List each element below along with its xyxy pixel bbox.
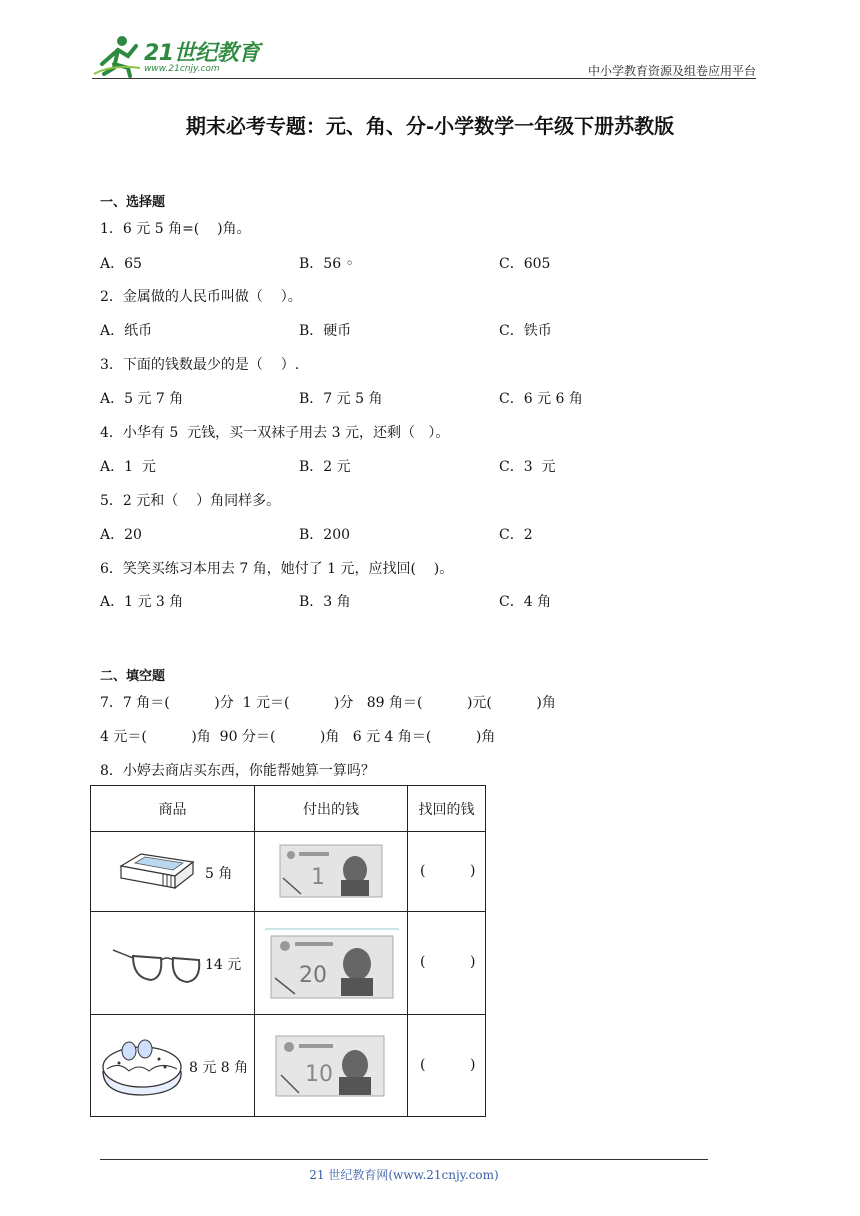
answer-blank: ( ): [420, 1057, 476, 1073]
cake-icon: [99, 1037, 185, 1099]
q1-option-b: B．56 ◦: [299, 256, 354, 272]
header-divider: [92, 78, 756, 79]
header-paid: 付出的钱: [255, 786, 408, 832]
paid-cell: [255, 832, 408, 912]
answer-blank: ( ): [420, 863, 476, 879]
table-row: [91, 832, 255, 912]
table-row: [91, 912, 255, 1015]
q2-option-a: A．纸币: [100, 323, 153, 339]
banknote-denomination: 20: [299, 963, 327, 988]
item-price: 14 元: [205, 957, 242, 973]
banknote-1-yuan-icon: [279, 844, 383, 898]
q6-option-c: C．4 角: [499, 594, 552, 610]
question-7-line-2: 4 元＝( )角 90 分＝( )角 6 元 4 角＝( )角: [100, 729, 496, 745]
item-price: 5 角: [205, 866, 233, 882]
footer-divider: [100, 1159, 708, 1160]
change-cell: [408, 832, 486, 912]
item-price: 8 元 8 角: [189, 1060, 249, 1076]
question-3: 3．下面的钱数最少的是（ ）.: [100, 357, 300, 373]
q3-option-b: B．7 元 5 角: [299, 391, 383, 407]
q4-option-a: A．1 元: [100, 459, 156, 475]
q1-option-c: C．605: [499, 256, 551, 272]
page-header: [92, 34, 756, 80]
paid-cell: [255, 912, 408, 1015]
q4-option-c: C．3 元: [499, 459, 556, 475]
glasses-icon: [111, 942, 203, 986]
q2-option-c: C．铁币: [499, 323, 552, 339]
question-4: 4．小华有 5 元钱，买一双袜子用去 3 元，还剩（ ）。: [100, 425, 450, 441]
question-5: 5．2 元和（ ）角同样多。: [100, 493, 281, 509]
q6-option-b: B．3 角: [299, 594, 351, 610]
q1-option-a: A．65: [100, 256, 142, 272]
header-goods: 商品: [91, 786, 255, 832]
change-cell: [408, 1015, 486, 1117]
answer-blank: ( ): [420, 954, 476, 970]
paid-cell: [255, 1015, 408, 1117]
section-fill-heading: 二、填空题: [100, 669, 166, 684]
question-8: 8．小婷去商店买东西，你能帮她算一算吗？: [100, 763, 375, 779]
q4-option-b: B．2 元: [299, 459, 351, 475]
question-1: 1．6 元 5 角=( )角。: [100, 221, 251, 237]
question-7-line-1: 7．7 角＝( )分 1 元＝( )分 89 角＝( )元( )角: [100, 695, 556, 711]
document-title: 期末必考专题：元、角、分-小学数学一年级下册苏教版: [185, 114, 675, 138]
q2-option-b: B．硬币: [299, 323, 352, 339]
section-choice-heading: 一、选择题: [100, 195, 166, 210]
banknote-10-yuan-icon: [275, 1035, 385, 1097]
shopping-table: [90, 785, 486, 1117]
logo-text: 21世纪教育: [144, 41, 260, 66]
header-change: 找回的钱: [408, 786, 486, 832]
q5-option-c: C．2: [499, 527, 533, 543]
table-row: [91, 1015, 255, 1117]
banknote-denomination: 10: [305, 1062, 333, 1087]
question-2: 2．金属做的人民币叫做（ ）。: [100, 289, 302, 305]
q3-option-a: A．5 元 7 角: [100, 391, 184, 407]
banknote-denomination: 1: [311, 865, 325, 890]
platform-name: 中小学教育资源及组卷应用平台: [587, 64, 756, 78]
question-6: 6．笑笑买练习本用去 7 角，她付了 1 元，应找回( )。: [100, 561, 454, 577]
banknote-20-yuan-icon: [265, 928, 399, 1000]
q6-option-a: A．1 元 3 角: [100, 594, 184, 610]
footer-text: 21 世纪教育网(www.21cnjy.com): [309, 1168, 499, 1182]
q5-option-b: B．200: [299, 527, 351, 543]
eraser-icon: [117, 852, 197, 892]
q3-option-c: C．6 元 6 角: [499, 391, 583, 407]
change-cell: [408, 912, 486, 1015]
logo-url: www.21cnjy.com: [144, 64, 220, 74]
q5-option-a: A．20: [100, 527, 142, 543]
